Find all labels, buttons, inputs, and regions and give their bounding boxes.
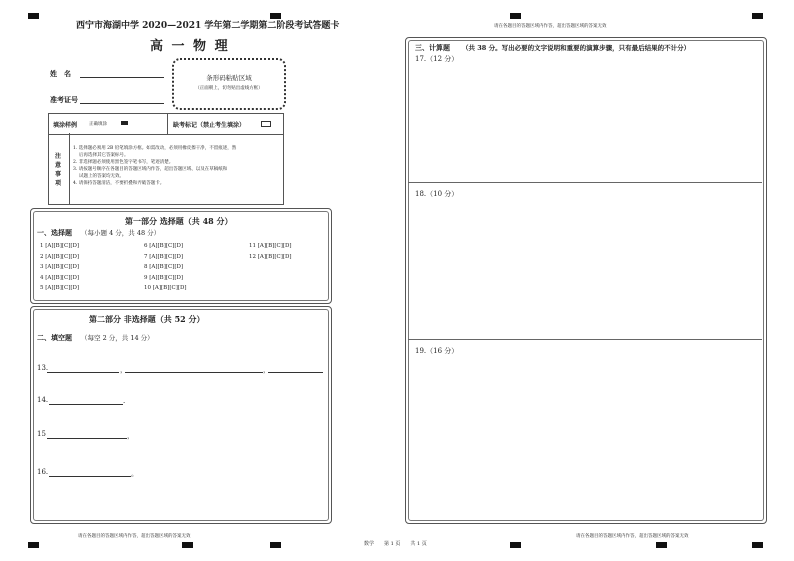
part1-frame — [30, 208, 332, 304]
left-footer-notice: 请在各题目的答题区域内作答，超出答题区域的答案无效 — [78, 534, 191, 539]
subject-title: 高 一 物 理 — [150, 39, 230, 54]
registration-mark — [510, 542, 521, 548]
exam-id-field[interactable] — [80, 103, 164, 104]
q13-label: 13. — [37, 364, 49, 372]
calc-frame — [405, 37, 767, 524]
q16-blank[interactable] — [49, 476, 131, 477]
answer-row[interactable]: 10 [A][B][C][D] — [144, 285, 187, 291]
answer-divider — [408, 182, 762, 183]
fill-example-label: 填涂样例 — [53, 122, 78, 129]
barcode-area — [172, 58, 286, 110]
name-field[interactable] — [80, 77, 164, 78]
q18-label: 18.（10 分） — [415, 190, 459, 198]
name-label: 姓 名 — [50, 69, 71, 78]
part2-section-note: （每空 2 分，共 14 分） — [81, 334, 154, 342]
q17-label: 17.（12 分） — [415, 55, 459, 63]
answer-column[interactable] — [144, 241, 187, 294]
part2-frame: 第二部分 非选择题（共 52 分） 二、填空题 （每空 2 分，共 14 分） 13. ， ， 14. . 15 ， 16. 。 — [30, 306, 332, 524]
answer-row[interactable]: 8 [A][B][C][D] — [144, 264, 184, 270]
answer-row[interactable]: 3 [A][B][C][D] — [40, 264, 80, 270]
q13-blank[interactable] — [268, 372, 323, 373]
answer-row[interactable]: 4 [A][B][C][D] — [40, 274, 80, 281]
registration-mark — [28, 13, 39, 19]
q13-blank[interactable] — [125, 372, 197, 373]
registration-mark — [270, 542, 281, 548]
note-item: 2. 非选择题必须使用黑色签字笔书写，笔迹清楚。 — [73, 160, 174, 165]
answer-row[interactable]: 5 [A][B][C][D] — [40, 285, 80, 291]
exam-id-label: 准考证号 — [50, 95, 78, 104]
absent-mark-label: 缺考标记（禁止考生填涂） — [173, 122, 246, 129]
q13-blank[interactable] — [47, 372, 119, 373]
q19-label: 19.（16 分） — [415, 347, 459, 355]
answer-column[interactable] — [40, 241, 79, 294]
calc-section-note: （共 38 分。写出必要的文字说明和重要的演算步骤，只有最后结果的不计分） — [462, 44, 691, 52]
part1-section-note: （每小题 4 分，共 48 分） — [81, 229, 161, 237]
answer-row[interactable]: 7 [A][B][C][D] — [144, 253, 184, 260]
registration-mark — [656, 542, 667, 548]
barcode-title: 条形码粘贴区域 — [206, 74, 252, 82]
answer-divider — [408, 339, 762, 340]
answer-row[interactable]: 11 [A][B][C][D] — [249, 243, 292, 249]
q16-label: 16. — [37, 468, 49, 476]
answer-row[interactable]: 2 [A][B][C][D] — [40, 253, 80, 260]
note-item: 后再选择其它答案标号。 — [79, 153, 129, 158]
q13-blank[interactable] — [197, 372, 263, 373]
registration-mark — [752, 542, 763, 548]
registration-mark — [752, 13, 763, 19]
part2-title: 第二部分 非选择题（共 52 分） — [89, 314, 205, 324]
correct-fill-label: 正确填涂 — [89, 122, 107, 127]
answer-column[interactable] — [249, 241, 292, 262]
fill-example-row — [48, 113, 284, 135]
q14-label: 14. — [37, 396, 49, 404]
filled-box-icon — [121, 121, 128, 125]
notes-list — [73, 145, 236, 187]
barcode-note: （正面朝上，切勿贴出虚线方框） — [195, 86, 263, 91]
exam-title: 西宁市海湖中学 2020—2021 学年第二学期第二阶段考试答题卡 — [76, 21, 340, 31]
answer-row[interactable]: 9 [A][B][C][D] — [144, 274, 184, 281]
answer-row[interactable]: 6 [A][B][C][D] — [144, 243, 184, 249]
notes-title: 注 意 事 项 — [49, 133, 70, 204]
answer-row[interactable]: 12 [A][B][C][D] — [249, 253, 292, 260]
part1-section: 一、选择题 — [37, 228, 72, 237]
part1-title: 第一部分 选择题（共 48 分） — [125, 216, 233, 226]
registration-mark — [182, 542, 193, 548]
q14-blank[interactable] — [49, 404, 123, 405]
notes-box — [48, 133, 284, 205]
registration-mark — [28, 542, 39, 548]
note-item: 试题上的答案均无效。 — [79, 174, 124, 179]
note-item: 3. 请按题号顺序在各题目的答题区域内作答，超出答题区域、以及在草稿纸和 — [73, 167, 228, 172]
answer-row[interactable]: 1 [A][B][C][D] — [40, 243, 80, 249]
right-top-notice: 请在各题目的答题区域内作答，超出答题区域的答案无效 — [494, 24, 607, 29]
page-info: 数学 第 1 页 共 1 页 — [364, 541, 427, 547]
right-footer-notice: 请在各题目的答题区域内作答，超出答题区域的答案无效 — [576, 534, 689, 539]
note-item: 4. 请保持答题清洁，不要折叠和弄破答题卡。 — [73, 181, 165, 186]
part2-section: 二、填空题 — [37, 333, 72, 342]
absent-checkbox[interactable] — [261, 121, 271, 127]
registration-mark — [510, 13, 521, 19]
note-item: 1. 选择题必须用 2B 铅笔填涂方框。如需改动，必须用橡皮擦干净，不留痕迹，然 — [73, 146, 237, 151]
calc-section: 三、计算题 — [415, 43, 450, 52]
q15-label: 15 — [37, 430, 46, 438]
q15-blank[interactable] — [47, 438, 127, 439]
